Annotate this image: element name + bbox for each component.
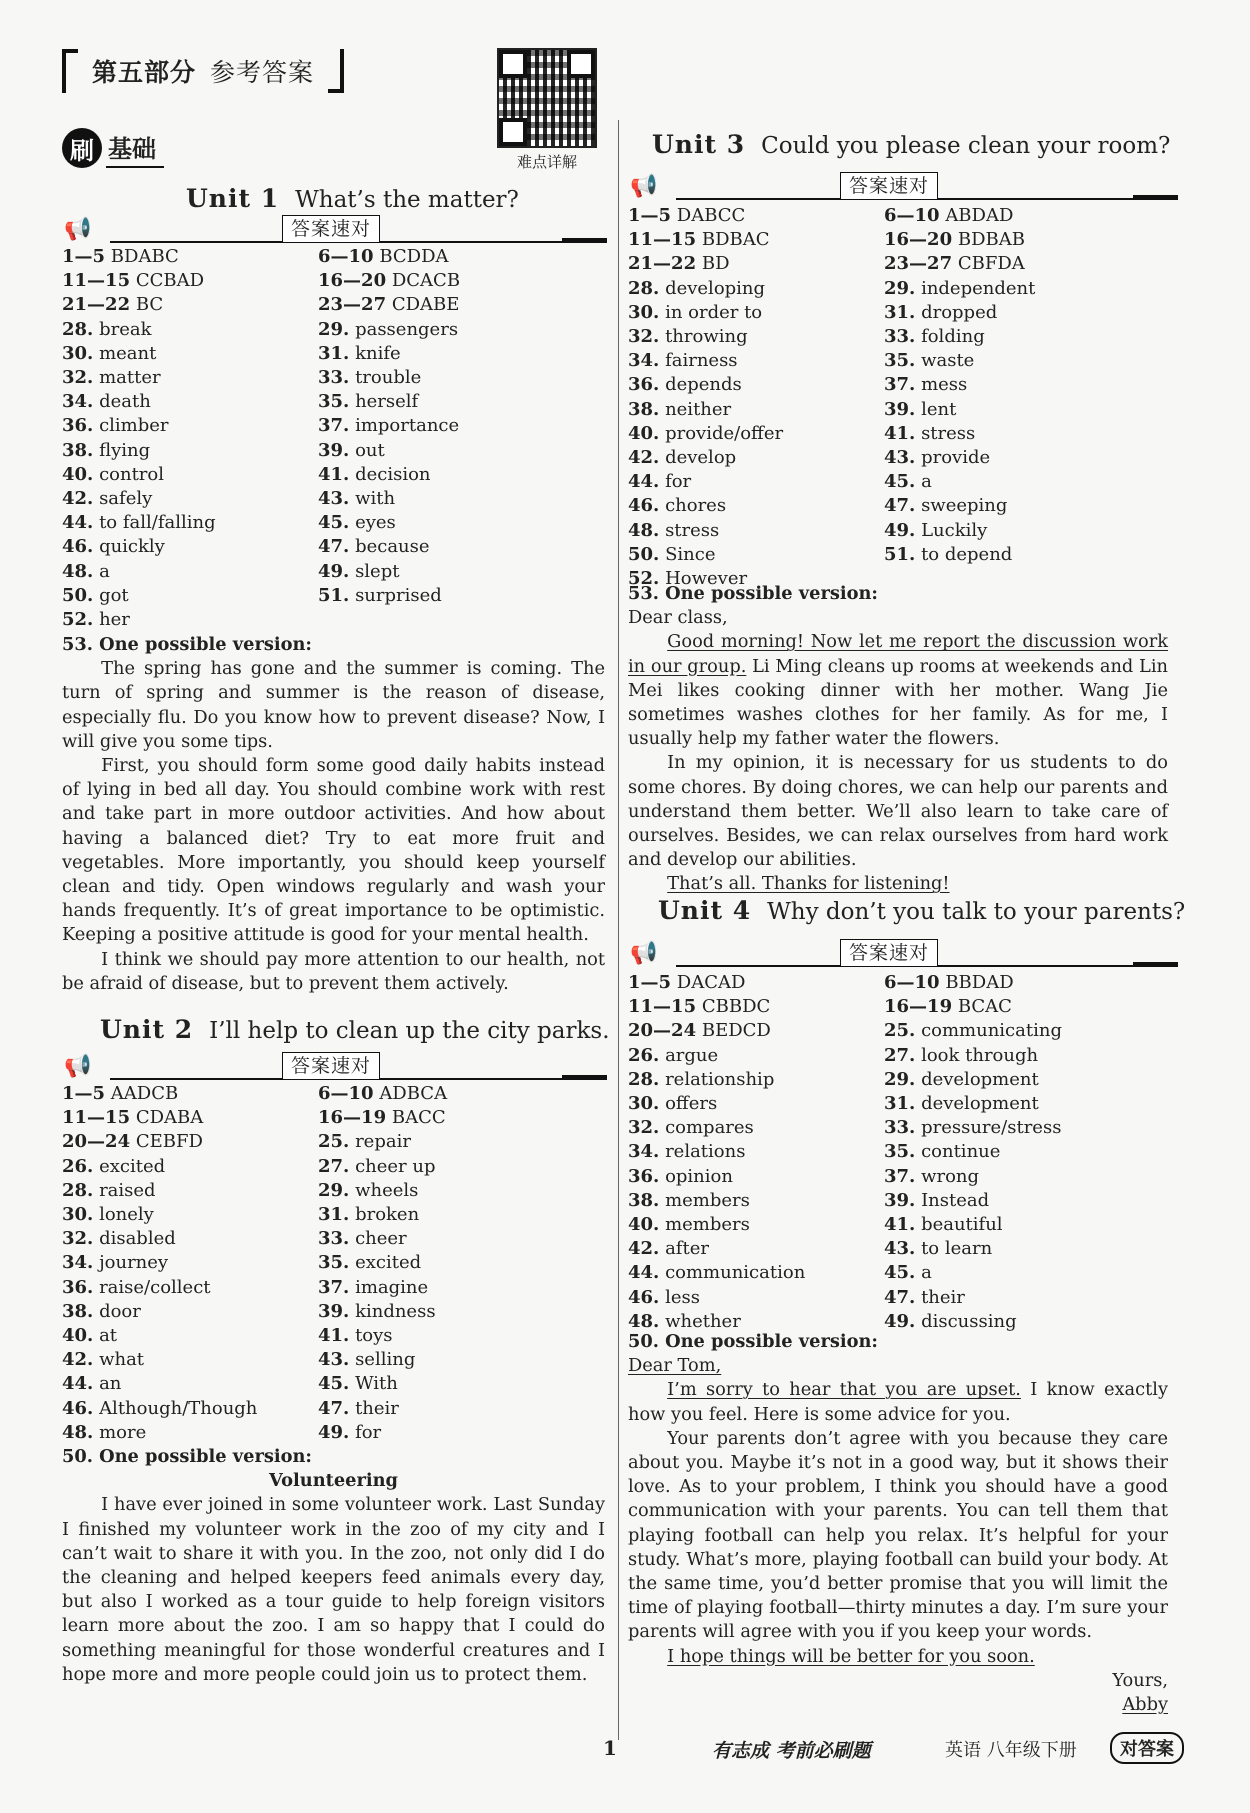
answer-item: 21—22 BC — [62, 294, 164, 316]
unit1-title: Unit 1 What’s the matter? — [186, 184, 519, 213]
answer-item: 6—10 BBDAD — [884, 972, 1014, 993]
answer-item: 37. imagine — [318, 1276, 429, 1298]
answer-item: 49. slept — [318, 560, 400, 582]
unit3-title: Unit 3 Could you please clean your room? — [652, 130, 1171, 159]
answer-item: 32. disabled — [62, 1228, 176, 1250]
unit1-answers — [62, 245, 578, 632]
answer-item: 45. a — [884, 471, 932, 493]
answer-item: 40. at — [62, 1325, 118, 1347]
answer-item: 35. waste — [884, 350, 975, 372]
answer-item: 1—5 BDABC — [62, 246, 179, 267]
answer-item: 20—24 CEBFD — [62, 1131, 203, 1153]
answer-item: 27. look through — [884, 1044, 1039, 1066]
unit2-answers — [62, 1082, 578, 1445]
answer-item: 35. continue — [884, 1141, 1001, 1163]
answer-item: 42. what — [62, 1349, 145, 1371]
answer-item: 45. eyes — [318, 512, 396, 534]
answer-item: 16—20 BDBAB — [884, 229, 1025, 251]
answer-item: 44. communication — [628, 1262, 806, 1284]
answer-item: 21—22 BD — [628, 253, 730, 275]
answer-item: 51. to depend — [884, 543, 1013, 565]
answer-item: 36. opinion — [628, 1165, 733, 1187]
answer-item: 49. discussing — [884, 1310, 1017, 1332]
answer-item: 34. fairness — [628, 350, 738, 372]
answer-item: 39. Instead — [884, 1189, 990, 1211]
answer-item: 40. provide/offer — [628, 422, 784, 444]
megaphone-icon: 📢 — [630, 941, 658, 966]
answer-item: 1—5 AADCB — [62, 1083, 179, 1104]
answer-item: 41. decision — [318, 463, 431, 485]
answer-item: 46. less — [628, 1286, 700, 1308]
answer-item: 30. in order to — [628, 301, 763, 323]
answer-item: 50. got — [62, 584, 129, 606]
answer-item: 48. stress — [628, 519, 720, 541]
answer-item: 26. excited — [62, 1155, 166, 1177]
answer-item: 11—15 BDBAC — [628, 229, 770, 251]
answer-item: 16—19 BACC — [318, 1107, 446, 1129]
answer-item: 46. Although/Though — [62, 1397, 258, 1419]
answer-item: 31. knife — [318, 342, 401, 364]
answer-item: 31. broken — [318, 1204, 420, 1226]
unit1-quick-check: 📢 答案速对 — [62, 213, 607, 241]
answer-item: 36. climber — [62, 415, 169, 437]
answer-item: 43. to learn — [884, 1238, 993, 1260]
answer-item: 44. to fall/falling — [62, 512, 216, 534]
answer-item: 33. trouble — [318, 367, 422, 389]
answer-item: 37. importance — [318, 415, 460, 437]
answer-item: 40. members — [628, 1214, 750, 1236]
answer-item: 43. provide — [884, 447, 991, 469]
answer-item: 49. for — [318, 1421, 382, 1443]
answer-item: 23—27 CDABE — [318, 294, 460, 316]
answer-item: 40. control — [62, 463, 165, 485]
answer-item: 6—10 BCDDA — [318, 246, 449, 267]
answer-item: 25. communicating — [884, 1020, 1062, 1042]
answer-item: 50. Since — [628, 543, 716, 565]
answer-item: 11—15 CCBAD — [62, 270, 205, 292]
answer-item: 46. chores — [628, 495, 727, 517]
answer-item: 29. wheels — [318, 1179, 419, 1201]
answer-item: 35. herself — [318, 391, 419, 413]
answer-item: 34. death — [62, 391, 151, 413]
answer-item: 35. excited — [318, 1252, 422, 1274]
answer-item: 28. break — [62, 318, 152, 340]
answer-item: 41. toys — [318, 1325, 393, 1347]
unit4-quick-check: 📢 答案速对 — [628, 937, 1178, 965]
unit3-answers — [628, 204, 1144, 591]
answer-item: 43. selling — [318, 1349, 416, 1371]
answer-item: 31. dropped — [884, 301, 998, 323]
answer-item: 43. with — [318, 488, 396, 510]
answer-item: 42. safely — [62, 488, 153, 510]
answer-item: 32. throwing — [628, 326, 748, 348]
unit3-quick-check: 📢 答案速对 — [628, 170, 1178, 198]
answer-item: 1—5 DABCC — [628, 205, 746, 226]
answer-item: 46. quickly — [62, 536, 165, 558]
answer-item: 37. wrong — [884, 1165, 980, 1187]
unit2-title: Unit 2 I’ll help to clean up the city parks. — [100, 1015, 610, 1044]
answer-item: 38. neither — [628, 398, 732, 420]
page-number: 1 — [603, 1736, 617, 1760]
book-subject: 英语 八年级下册 — [945, 1740, 1077, 1761]
answer-item: 47. sweeping — [884, 495, 1008, 517]
unit2-quick-check: 📢 答案速对 — [62, 1050, 607, 1078]
answer-item: 11—15 CBBDC — [628, 996, 771, 1018]
answer-item: 48. whether — [628, 1310, 741, 1332]
answer-logo-icon: 对答案 — [1110, 1732, 1184, 1764]
answer-item: 47. their — [884, 1286, 965, 1308]
answer-item: 29. independent — [884, 277, 1036, 299]
answer-item: 11—15 CDABA — [62, 1107, 204, 1129]
answer-item: 33. cheer — [318, 1228, 407, 1250]
answer-item: 39. out — [318, 439, 385, 461]
answer-item: 20—24 BEDCD — [628, 1020, 771, 1042]
book-title: 有志成 考前必刷题 — [712, 1740, 871, 1762]
answer-item: 36. depends — [628, 374, 742, 396]
page-footer — [0, 1736, 1250, 1766]
answer-item: 1—5 DACAD — [628, 972, 746, 993]
answer-item: 37. mess — [884, 374, 968, 396]
unit2-essay: 50. One possible version: Volunteering I have ever joined in some volunteer work. Last Sunday I finished my volunteer work in the zoo of my city and I can’t wait to share it with you. In the zoo, not only did I do the cleaning and helped keepers feed animals every day, but also I worked as a tour guide to help foreign visitors learn more about the zoo. I am so happy that I could do something meaningful for those wonderful creatures and I hope more and more people could join us to protect them. — [62, 1446, 605, 1685]
answer-item: 25. repair — [318, 1131, 411, 1153]
answer-item: 38. door — [62, 1300, 141, 1322]
unit3-essay: 53. One possible version: Dear class, Good morning! Now let me report the discussion work in our group. Li Ming cleans up rooms at weekends and Lin Mei likes cooking dinner with her mother. Wang Jie sometimes washes clothes for her family. As for me, I usually help my father water the flowers. In my opinion, it is necessary for us students to do some chores. By doing chores, we can help our parents and understand them better. We’ll also learn to take care of ourselves. Besides, we can relax ourselves from hard work and develop our abilities. That’s all. Thanks for listening! — [628, 583, 1168, 895]
unit1-essay: 53. One possible version: The spring has gone and the summer is coming. The turn of spring and summer is the reason of disease, especially flu. Do you know how to prevent disease? Now, I will give you some tips. First, you should form some good daily habits instead of lying in bed all day. You should combine work with rest and take part in more outdoor activities. And how about having a balanced diet? Try to eat more fruit and vegetables. More importantly, you should keep yourself clean and tidy. Open windows regularly and wash your hands frequently. It’s of great importance to be optimistic. Keeping a positive attitude is good for your mental health. I think we should pay more attention to our health, not be afraid of disease, but to prevent them actively. — [62, 634, 605, 994]
brush-icon: 刷 — [62, 128, 102, 168]
answer-item: 28. raised — [62, 1179, 156, 1201]
megaphone-icon: 📢 — [630, 174, 658, 199]
answer-item: 27. cheer up — [318, 1155, 436, 1177]
answer-item: 32. matter — [62, 367, 161, 389]
answer-item: 44. an — [62, 1373, 122, 1395]
answer-item: 48. more — [62, 1421, 147, 1443]
answer-item: 28. developing — [628, 277, 766, 299]
answer-item: 39. lent — [884, 398, 957, 420]
unit4-essay: 50. One possible version: Dear Tom, I’m sorry to hear that you are upset. I know exactly how you feel. Here is some advice for you. Your parents don’t agree with you because they care about you. Maybe it’s not in a good way, but it shows their love. As to your problem, I think you should have a good communication with your parents. You can tell them that playing football can help you relax. It’s helpful for your study. What’s more, playing football can build your body. At the same time, you’d better promise that you will limit the time of playing football—thirty minutes a day. I’m sure your parents will agree with you if you keep your words. I hope things will be better for you soon. Yours, Abby — [628, 1331, 1168, 1716]
answer-item: 42. develop — [628, 447, 737, 469]
answer-item: 34. journey — [62, 1252, 169, 1274]
answer-item: 30. offers — [628, 1093, 718, 1115]
unit4-title: Unit 4 Why don’t you talk to your parents? — [658, 896, 1186, 925]
answer-item: 34. relations — [628, 1141, 746, 1163]
answer-item: 32. compares — [628, 1117, 754, 1139]
answer-item: 44. for — [628, 471, 692, 493]
unit4-answers — [628, 971, 1144, 1334]
section-badge — [62, 128, 164, 168]
answer-item: 39. kindness — [318, 1300, 436, 1322]
part-title: 参考答案 — [210, 58, 315, 87]
answer-item: 6—10 ABDAD — [884, 205, 1014, 226]
qr-code-icon[interactable] — [497, 48, 597, 148]
megaphone-icon: 📢 — [64, 217, 92, 242]
answer-item: 41. stress — [884, 422, 976, 444]
answer-item: 52. However — [628, 568, 748, 590]
answer-item: 16—19 BCAC — [884, 996, 1012, 1018]
answer-item: 47. their — [318, 1397, 399, 1419]
column-divider — [618, 120, 619, 1740]
answer-item: 41. beautiful — [884, 1214, 1003, 1236]
answer-item: 6—10 ADBCA — [318, 1083, 448, 1104]
qr-caption: 难点详解 — [516, 153, 577, 171]
answer-item: 33. pressure/stress — [884, 1117, 1062, 1139]
answer-item: 51. surprised — [318, 584, 442, 606]
answer-item: 52. her — [62, 609, 130, 631]
answer-item: 26. argue — [628, 1044, 719, 1066]
answer-item: 30. meant — [62, 342, 157, 364]
answer-item: 45. a — [884, 1262, 932, 1284]
answer-item: 16—20 DCACB — [318, 270, 461, 292]
answer-item: 29. passengers — [318, 318, 459, 340]
megaphone-icon: 📢 — [64, 1054, 92, 1079]
answer-item: 30. lonely — [62, 1204, 154, 1226]
answer-item: 47. because — [318, 536, 430, 558]
answer-item: 45. With — [318, 1373, 398, 1395]
answer-item: 38. flying — [62, 439, 151, 461]
answer-item: 33. folding — [884, 326, 985, 348]
answer-item: 38. members — [628, 1189, 750, 1211]
answer-item: 31. development — [884, 1093, 1039, 1115]
answer-item: 49. Luckily — [884, 519, 988, 541]
answer-item: 42. after — [628, 1238, 709, 1260]
answer-item: 29. development — [884, 1068, 1039, 1090]
section-badge-label: 基础 — [106, 129, 164, 168]
answer-item: 36. raise/collect — [62, 1276, 211, 1298]
answer-item: 48. a — [62, 560, 110, 582]
part-header — [62, 48, 344, 94]
answer-item: 23—27 CBFDA — [884, 253, 1025, 275]
answer-item: 28. relationship — [628, 1068, 775, 1090]
answer-item — [318, 608, 578, 632]
part-number: 第五部分 — [92, 58, 197, 87]
